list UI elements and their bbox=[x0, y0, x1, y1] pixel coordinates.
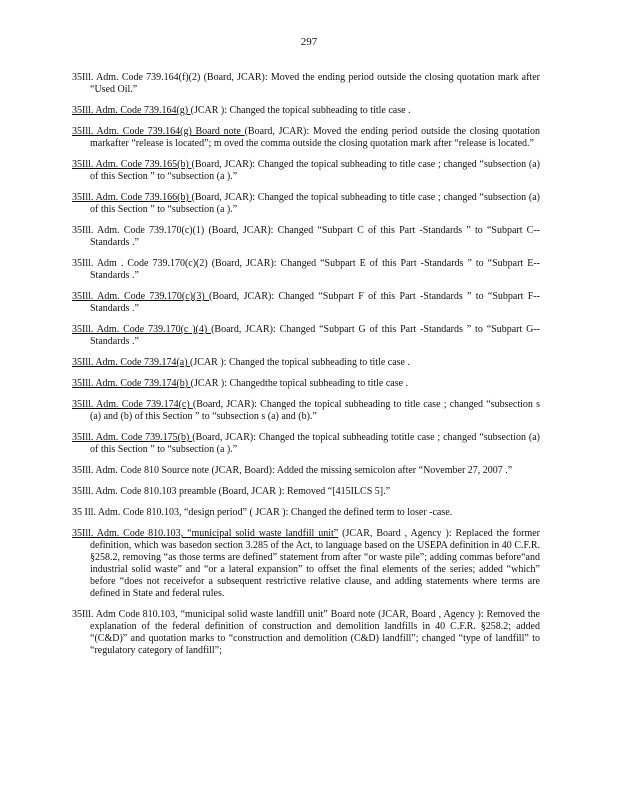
entry-description: (JCAR ): Changed the topical subheading to title case . bbox=[190, 105, 411, 116]
entry-description: (Board, JCAR): Moved the ending period outside the closing quotation mark after “Used Oil.” bbox=[90, 72, 540, 95]
code-reference: 35Ill. Adm. Code 739.164(g) Board note bbox=[72, 126, 245, 137]
code-reference: 35Ill. Adm. Code 810 Source note bbox=[72, 465, 209, 476]
list-item bbox=[72, 159, 540, 183]
entry-description: (JCAR, Board , Agency ): Replaced the former definition, which was basedon section 3.285 of the Act, to language based on the USEPA definition in 40 C.F.R. §258.2, removing “as those terms are defined” statement from after “or waste pile”; adding commas before“and industrial solid waste” and “or a lateral expansion” to offset the final elements of the series; added “which” before “does not receivefor a subsequent restrictive relative clause, and adding statements where terms are defined in State and federal rules. bbox=[90, 528, 540, 599]
entry-description: (JCAR ): Changed the topical subheading to title case . bbox=[190, 357, 410, 368]
list-item bbox=[72, 507, 540, 519]
code-reference: 35 Ill. Adm. Code 810.103, “design period” bbox=[72, 507, 247, 518]
list-item bbox=[72, 105, 540, 117]
list-item bbox=[72, 126, 540, 150]
list-item bbox=[72, 609, 540, 657]
entry-description: (Board, JCAR): Changed the topical subheading to title case ; changed “subsection (a) of this Section ” to “subsection (a ).” bbox=[90, 192, 540, 215]
entry-description: (Board, JCAR): Changed the topical subheading to title case ; changed “subsection s (a) and (b) of this Section ” to “subsection s (a) and (b).” bbox=[90, 399, 541, 422]
entry-description: (Board, JCAR ): Removed “[415ILCS 5].” bbox=[216, 486, 391, 497]
code-reference: 35Ill. Adm. Code 810.103, “municipal solid waste landfill unit” bbox=[72, 528, 339, 539]
code-reference: 35Ill. Adm. Code 739.170(c)(3) bbox=[72, 291, 209, 302]
entry-description: (Board, JCAR): Changed “Subpart E of this Part -Standards ” to “Subpart E--Standards .” bbox=[90, 258, 540, 281]
code-reference: 35Ill. Adm. Code 810.103 preamble bbox=[72, 486, 217, 497]
entry-description: ( JCAR ): Changed the defined term to loser -case. bbox=[246, 507, 453, 518]
code-reference: 35Ill. Adm. Code 739.164(g) bbox=[72, 105, 191, 116]
code-reference: 35Ill. Adm. Code 739.174(c) bbox=[72, 399, 193, 410]
entry-description: (JCAR, Board , Agency ): Removed the explanation of the federal definition of construction and demolition landfills in 40 C.F.R. §258.2; added “(C&D)” and quotation marks to “construction and demolition (C&D) landfill”; changed “type of landfill” to “regulatory category of landfill”; bbox=[90, 609, 541, 656]
code-reference: 35Ill. Adm . Code 739.170(c)(2) bbox=[72, 258, 208, 269]
code-reference: 35Ill. Adm. Code 739.170(c)(1) bbox=[72, 225, 205, 236]
code-reference: 35Ill. Adm. Code 739.174(a) bbox=[72, 357, 191, 368]
list-item bbox=[72, 192, 540, 216]
entry-description: (Board, JCAR): Changed the topical subheading totitle case ; changed “subsection (a) of this Section ” to “subsection (a ).” bbox=[90, 432, 540, 455]
list-item bbox=[72, 324, 540, 348]
list-item bbox=[72, 225, 540, 249]
list-item bbox=[72, 357, 540, 369]
page-number: 297 bbox=[300, 36, 318, 48]
list-item bbox=[72, 378, 540, 390]
list-item bbox=[72, 465, 540, 477]
entry-description: (Board, JCAR): Changed “Subpart G of this Part -Standards ” to “Subpart G--Standards .” bbox=[90, 324, 541, 347]
code-reference: 35Ill. Adm. Code 739.165(b) bbox=[72, 159, 192, 170]
entry-description: (Board, JCAR): Changed “Subpart C of this Part -Standards ” to “Subpart C--Standards .” bbox=[90, 225, 541, 248]
entry-description: (Board, JCAR): Changed the topical subheading to title case ; changed “subsection (a) of this Section ” to “subsection (a ).” bbox=[90, 159, 540, 182]
code-reference: 35Ill. Adm. Code 739.174(b) bbox=[72, 378, 191, 389]
code-reference: 35Ill. Adm. Code 739.164(f)(2) bbox=[72, 72, 201, 83]
list-item bbox=[72, 528, 540, 600]
code-reference: 35Ill. Adm. Code 739.170(c )(4) bbox=[72, 324, 212, 335]
entry-description: (JCAR, Board): Added the missing semicolon after “November 27, 2007 .” bbox=[208, 465, 513, 476]
list-item bbox=[72, 486, 540, 498]
code-reference: 35Ill. Adm. Code 739.166(b) bbox=[72, 192, 192, 203]
list-item bbox=[72, 432, 540, 456]
code-reference: 35Ill. Adm Code 810.103, “municipal solid waste landfill unit” Board note bbox=[72, 609, 376, 620]
entry-description: (JCAR ): Changedthe topical subheading to title case . bbox=[190, 378, 409, 389]
list-item bbox=[72, 399, 540, 423]
entry-description: (Board, JCAR): Moved the ending period outside the closing quotation markafter “release is located”; m oved the comma outside the closing quotation mark after “release is located.” bbox=[90, 126, 540, 149]
list-item bbox=[72, 258, 540, 282]
entry-list bbox=[72, 72, 540, 666]
code-reference: 35Ill. Adm. Code 739.175(b) bbox=[72, 432, 193, 443]
list-item bbox=[72, 291, 540, 315]
entry-description: (Board, JCAR): Changed “Subpart F of this Part -Standards ” to “Subpart F--Standards .” bbox=[90, 291, 540, 314]
list-item bbox=[72, 72, 540, 96]
